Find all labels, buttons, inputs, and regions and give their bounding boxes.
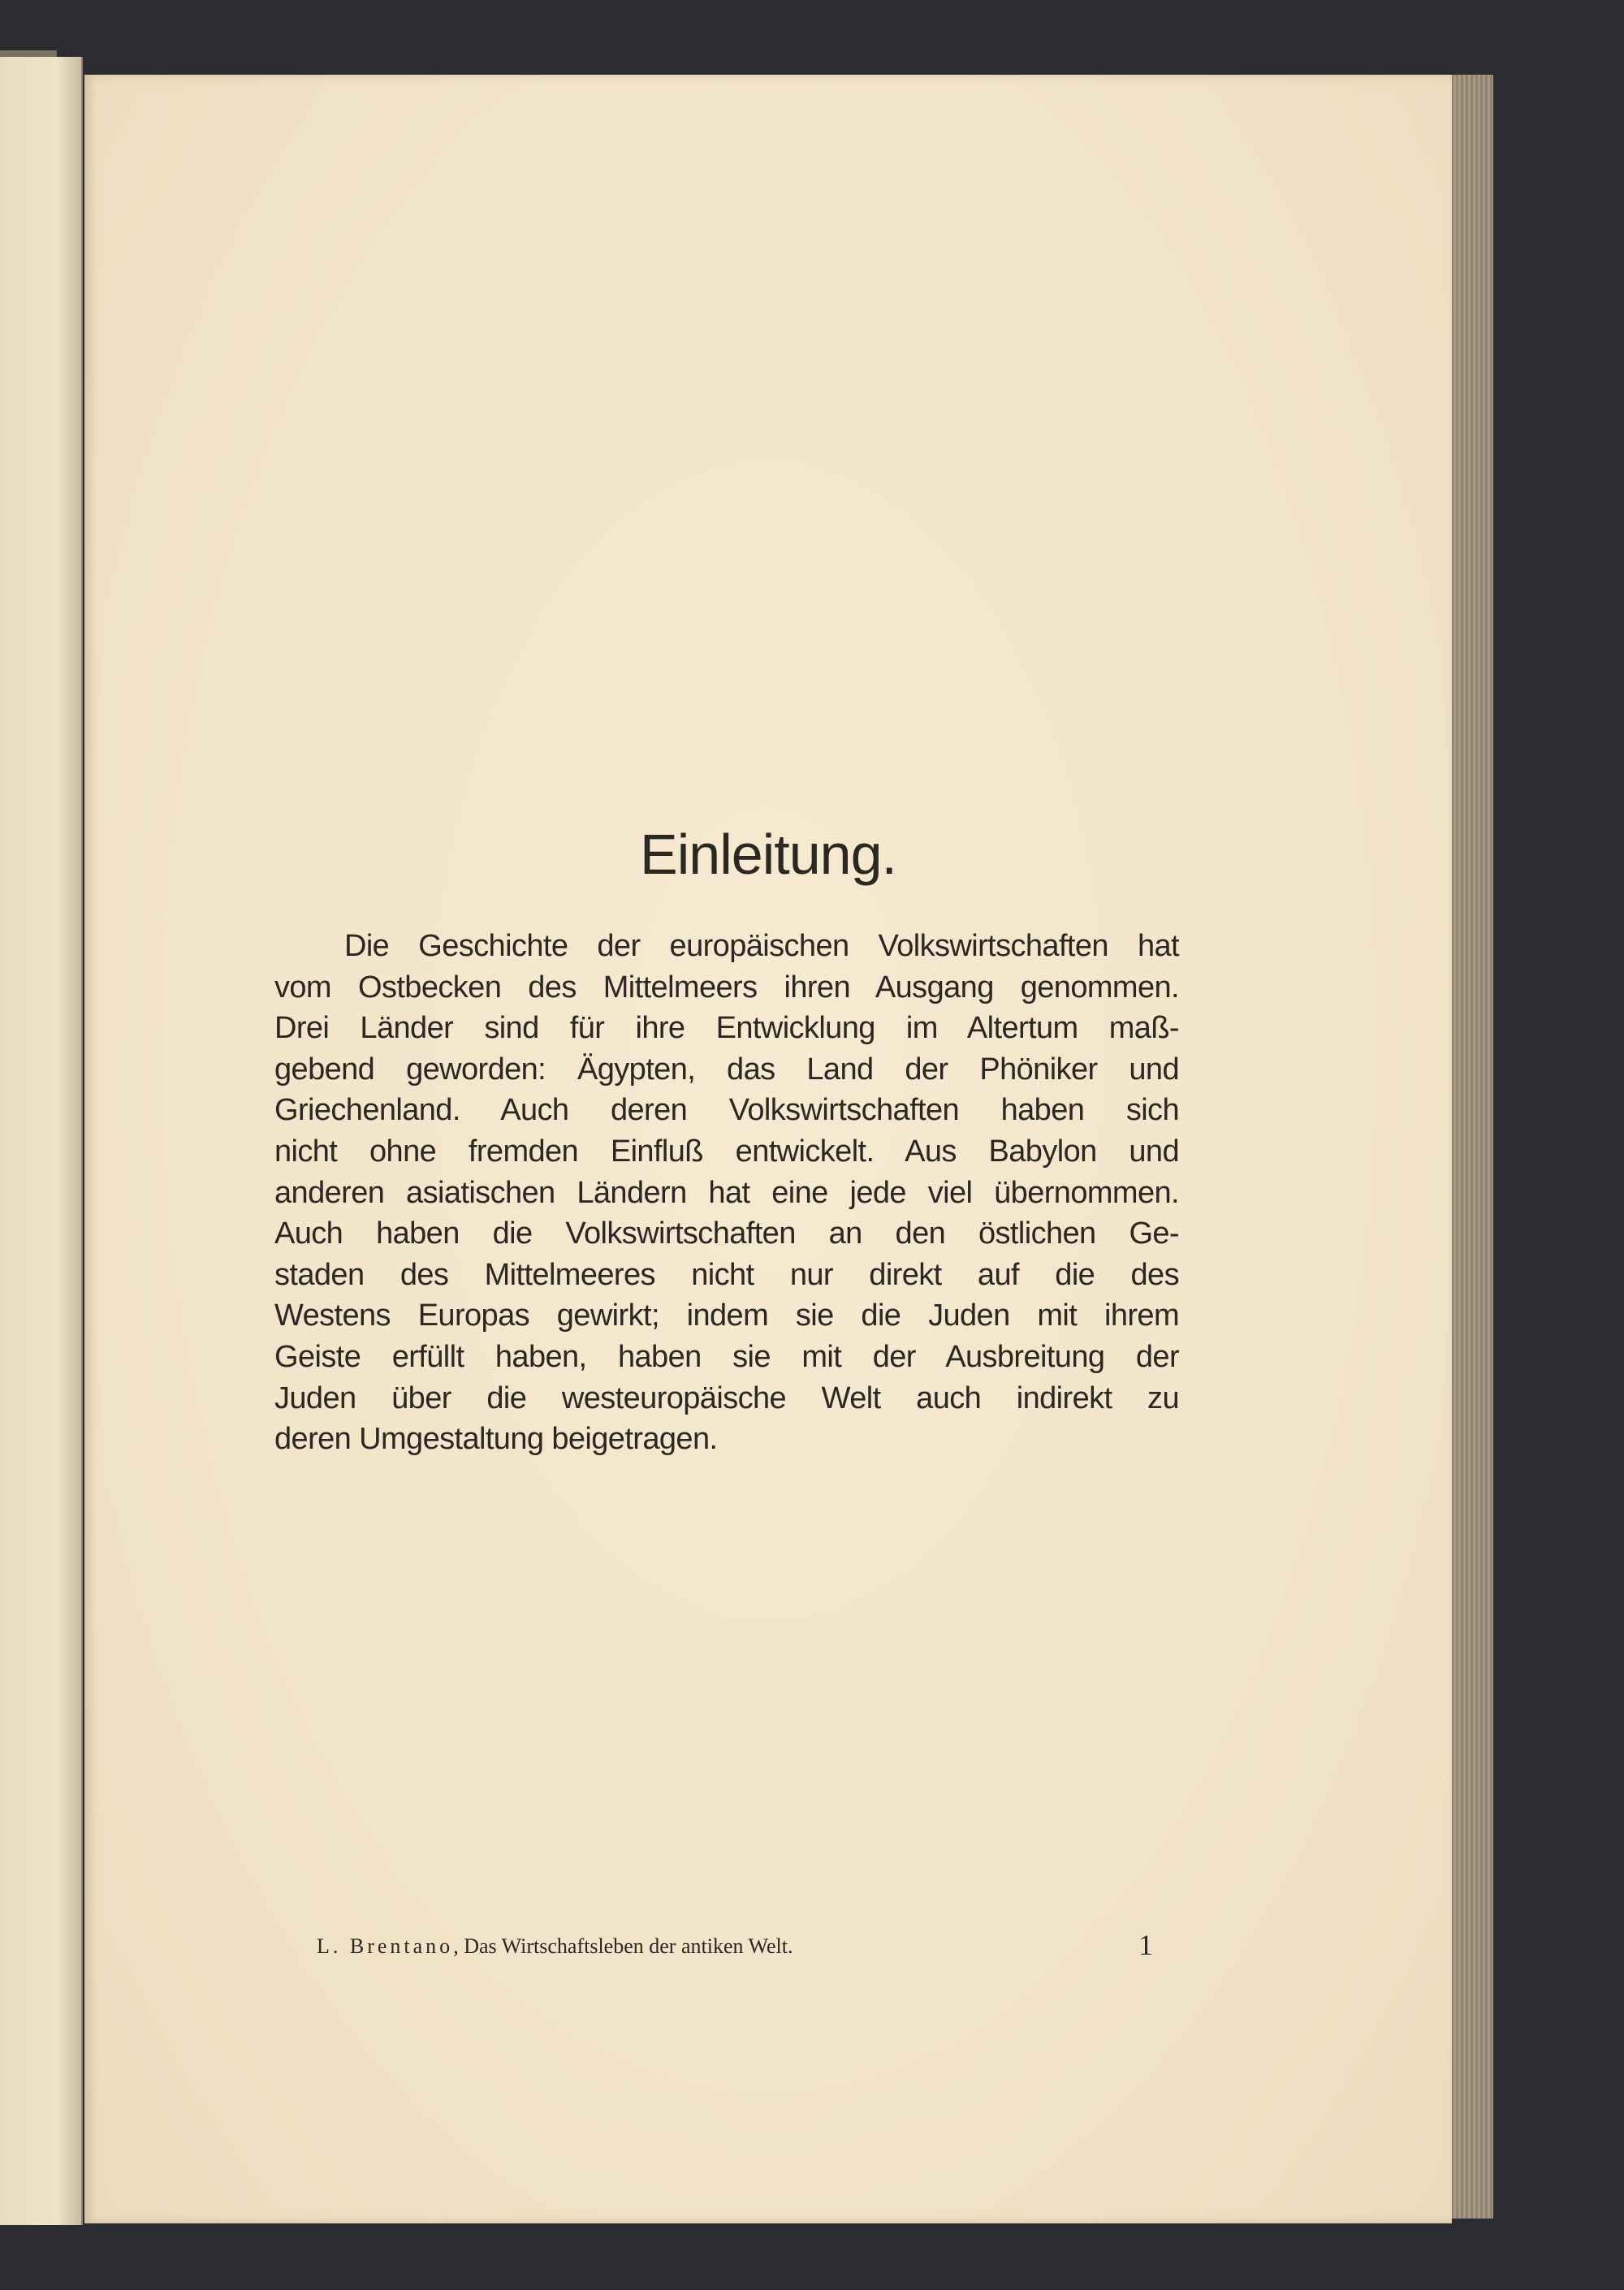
text-line: Geiste erfüllt haben, haben sie mit der Ausbreitung der [274, 1339, 1179, 1374]
footer-author: L. Brentano [317, 1934, 454, 1958]
text-line: Auch haben die Volkswirtschaften an den östlichen Ge- [274, 1216, 1179, 1251]
text-line: anderen asiatischen Ländern hat eine jede viel übernommen. [274, 1175, 1179, 1210]
text-line: vom Ostbecken des Mittelmeers ihren Ausgang genommen. [274, 970, 1179, 1005]
book-spine-edge [1449, 75, 1493, 2219]
text-line: nicht ohne fremden Einfluß entwickelt. Aus Babylon und [274, 1134, 1179, 1169]
signature-footer [317, 1929, 1153, 1961]
left-page-edge [0, 57, 83, 2225]
text-line: deren Umgestaltung beigetragen. [274, 1422, 718, 1457]
paragraph [274, 926, 1179, 1460]
text-line: Westens Europas gewirkt; indem sie die Juden mit ihrem [274, 1298, 1179, 1333]
book-page [84, 75, 1452, 2223]
text-line: Juden über die westeuropäische Welt auch indirekt zu [274, 1380, 1179, 1415]
text-line: staden des Mittelmeeres nicht nur direkt auf die des [274, 1257, 1179, 1292]
text-line: Griechenland. Auch deren Volkswirtschaften haben sich [274, 1093, 1179, 1128]
text-line: Drei Länder sind für ihre Entwicklung im Altertum maß- [274, 1011, 1179, 1046]
chapter-heading: Einleitung. [640, 823, 896, 886]
text-line: Die Geschichte der europäischen Volkswirtschaften hat [344, 929, 1179, 963]
signature-number: 1 [1138, 1929, 1153, 1961]
footer-text [317, 1934, 793, 1958]
footer-book-title: , Das Wirtschaftsleben der antiken Welt. [453, 1934, 793, 1958]
text-line: gebend geworden: Ägypten, das Land der Phöniker und [274, 1052, 1179, 1087]
